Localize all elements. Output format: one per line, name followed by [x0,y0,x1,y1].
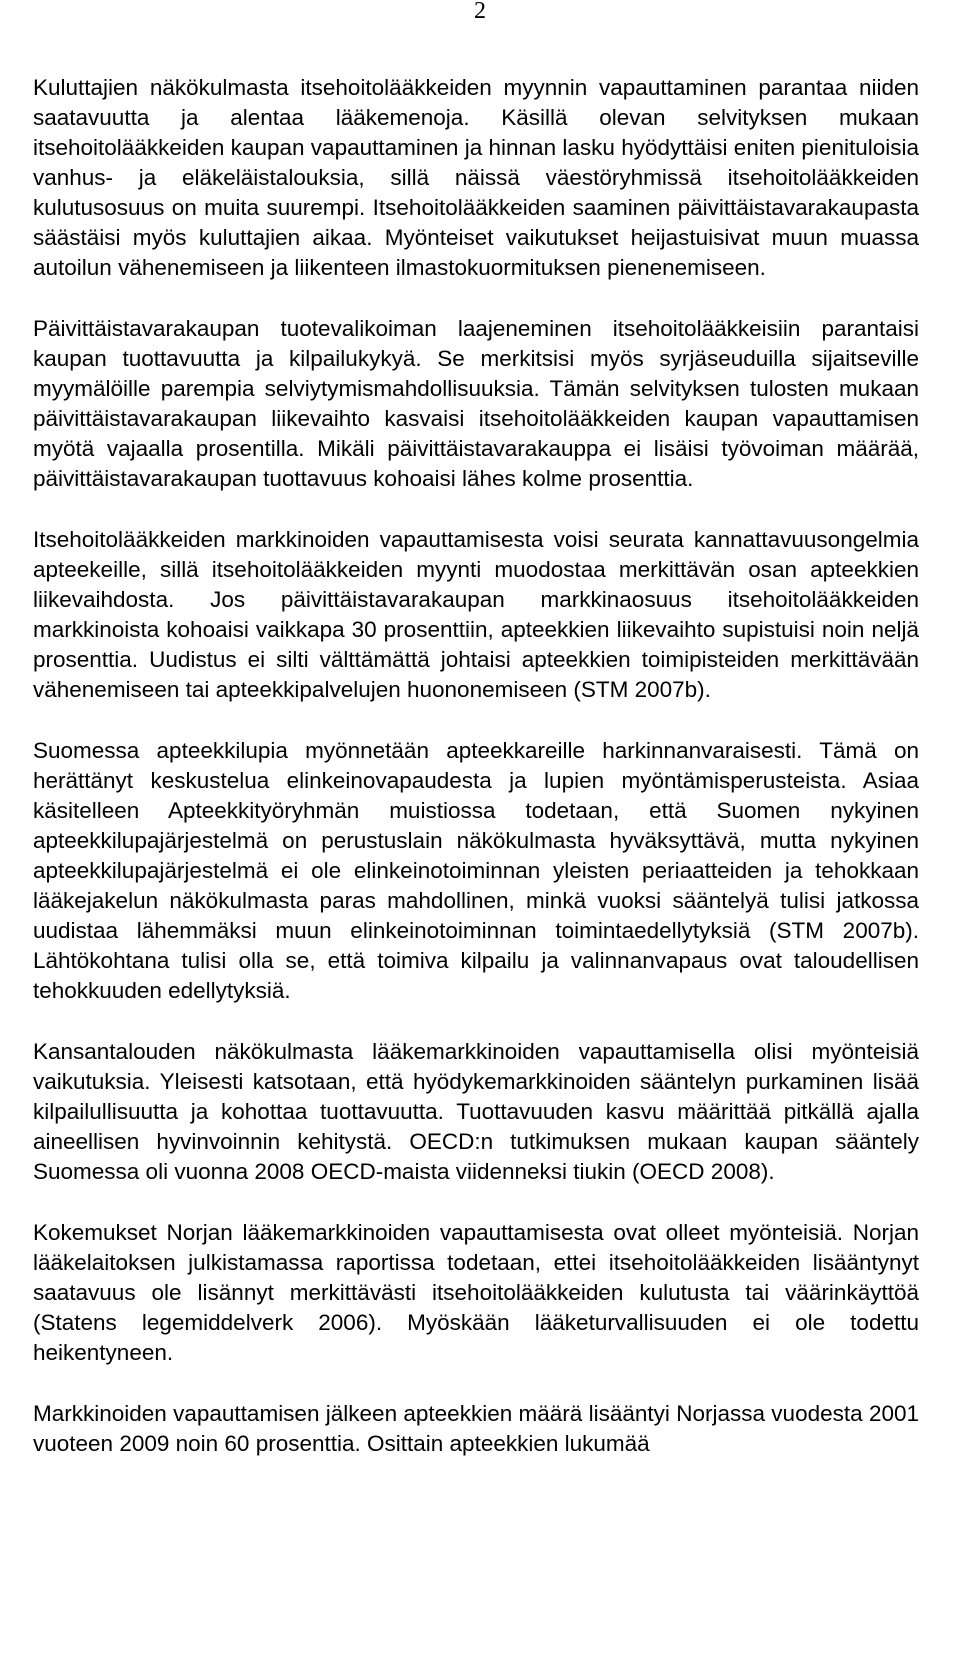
paragraph-pharmacy-profitability: Itsehoitolääkkeiden markkinoiden vapauttamisesta voisi seurata kannattavuusongelmia apteekeille, sillä itsehoitolääkkeiden myynti muodostaa merkittävän osan apteekkien liikevaihdosta. Jos päivittäistavarakaupan markkinaosuus itsehoitolääkkeiden markkinoista kohoaisi vaikkapa 30 prosenttiin, apteekkien liikevaihto supistuisi noin neljä prosenttia. Uudistus ei silti välttämättä johtaisi apteekkien toimipisteiden merkittävään vähenemiseen tai apteekkipalvelujen huononemiseen (STM 2007b). [33,527,919,702]
paragraph-norway-pharmacy-count: Markkinoiden vapauttamisen jälkeen apteekkien määrä lisääntyi Norjassa vuodesta 2001 vuoteen 2009 noin 60 prosenttia. Osittain apteekkien lukumää [33,1401,919,1456]
paragraph-norway-experience: Kokemukset Norjan lääkemarkkinoiden vapauttamisesta ovat olleet myönteisiä. Norjan lääkelaitoksen julkistamassa raportissa todetaan, ettei itsehoitolääkkeiden lisääntynyt saatavuus ole lisännyt merkittävästi itsehoitolääkkeiden kulutusta tai väärinkäyttöä (Statens legemiddelverk 2006). Myöskään lääketurvallisuuden ei ole todettu heikentyneen. [33,1220,919,1365]
document-body [33,73,919,1459]
page-number: 2 [474,0,486,24]
paragraph-grocery-trade: Päivittäistavarakaupan tuotevalikoiman laajeneminen itsehoitolääkkeisiin parantaisi kaupan tuottavuutta ja kilpailukykyä. Se merkitsisi myös syrjäseuduilla sijaitseville myymälöille parempia selviytymismahdollisuuksia. Tämän selvityksen tulosten mukaan päivittäistavarakaupan liikevaihto kasvaisi itsehoitolääkkeiden kaupan vapauttamisen myötä vajaalla prosentilla. Mikäli päivittäistavarakauppa ei lisäisi työvoiman määrää, päivittäistavarakaupan tuottavuus kohoaisi lähes kolme prosenttia. [33,316,919,491]
paragraph-national-economy: Kansantalouden näkökulmasta lääkemarkkinoiden vapauttamisella olisi myönteisiä vaikutuksia. Yleisesti katsotaan, että hyödykemarkkinoiden sääntelyn purkaminen lisää kilpailullisuutta ja kohottaa tuottavuutta. Tuottavuuden kasvu määrittää pitkällä ajalla aineellisen hyvinvoinnin kehitystä. OECD:n tutkimuksen mukaan kaupan sääntely Suomessa oli vuonna 2008 OECD-maista viidenneksi tiukin (OECD 2008). [33,1039,919,1184]
paragraph-consumer-perspective: Kuluttajien näkökulmasta itsehoitolääkkeiden myynnin vapauttaminen parantaa niiden saatavuutta ja alentaa lääkemenoja. Käsillä olevan selvityksen mukaan itsehoitolääkkeiden kaupan vapauttaminen ja hinnan lasku hyödyttäisi eniten pienituloisia vanhus- ja eläkeläistalouksia, sillä näissä väestöryhmissä itsehoitolääkkeiden kulutusosuus on muita suurempi. Itsehoitolääkkeiden saaminen päivittäistavarakaupasta säästäisi myös kuluttajien aikaa. Myönteiset vaikutukset heijastuisivat muun muassa autoilun vähenemiseen ja liikenteen ilmastokuormituksen pienenemiseen. [33,75,919,280]
paragraph-pharmacy-licensing: Suomessa apteekkilupia myönnetään apteekkareille harkinnanvaraisesti. Tämä on herättänyt keskustelua elinkeinovapaudesta ja lupien myöntämisperusteista. Asiaa käsitelleen Apteekkityöryhmän muistiossa todetaan, että Suomen nykyinen apteekkilupajärjestelmä on perustuslain näkökulmasta hyväksyttävä, mutta nykyinen apteekkilupajärjestelmä ei ole elinkeinotoiminnan yleisten periaatteiden ja tehokkaan lääkejakelun näkökulmasta paras mahdollinen, minkä vuoksi sääntelyä tulisi jatkossa uudistaa lähemmäksi muun elinkeinotoiminnan toimintaedellytyksiä (STM 2007b). Lähtökohtana tulisi olla se, että toimiva kilpailu ja valinnanvapaus ovat taloudellisen tehokkuuden edellytyksiä. [33,738,919,1003]
